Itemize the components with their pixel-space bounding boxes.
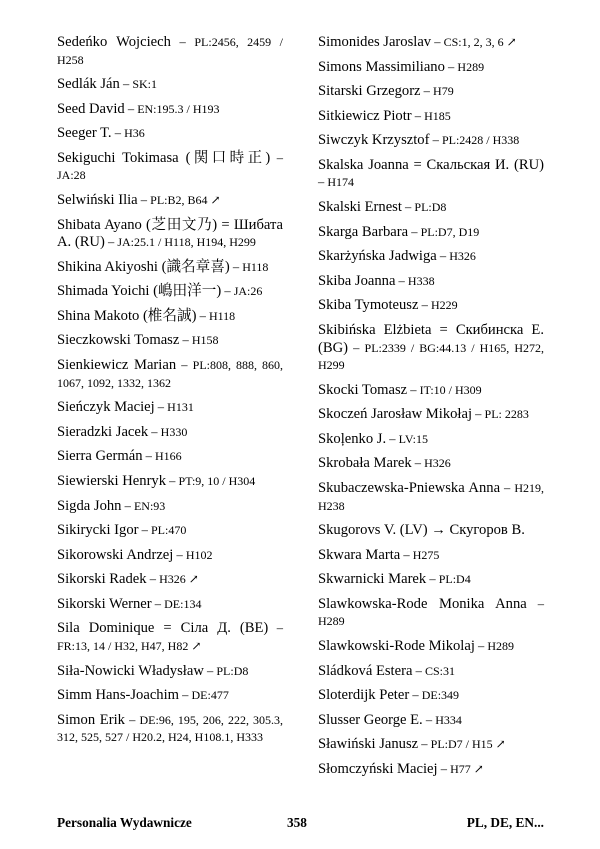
index-entry: [318, 522, 544, 540]
entry-name: Skiba Tymoteusz: [318, 297, 419, 314]
entry-separator: –: [526, 596, 544, 611]
entry-references: EN:93: [133, 498, 166, 513]
entry-name: Shina Makoto (椎名誠): [57, 307, 197, 324]
index-entry: [57, 522, 283, 540]
index-entry: [318, 687, 544, 705]
entry-name: Simonides Jaroslav: [318, 34, 432, 50]
entry-name: Sieczkowski Tomasz: [57, 332, 180, 349]
index-entry: [318, 273, 544, 291]
index-entry: [57, 620, 283, 655]
index-entry: [318, 761, 544, 779]
entry-name: Skwara Marta: [318, 546, 401, 563]
entry-separator: –: [318, 175, 328, 190]
entry-name: Siła-Nowicki Władysław: [57, 662, 204, 679]
index-entry: [57, 308, 283, 326]
index-entry: [318, 157, 544, 192]
index-entry: [318, 322, 544, 375]
entry-references: CS:1, 2, 3, 6 ↗: [443, 35, 517, 49]
entry-name: Shimada Yoichi (嶋田洋一): [57, 283, 222, 300]
entry-references: H166: [155, 449, 182, 464]
entry-references: H185: [424, 108, 451, 123]
index-entry: [318, 34, 544, 52]
entry-references: H102: [185, 547, 213, 562]
index-entry: [57, 663, 283, 681]
entry-separator: –: [412, 663, 425, 678]
entry-name: Skrobała Marek: [318, 455, 412, 472]
entry-separator: –: [148, 424, 161, 439]
index-entry: [318, 431, 544, 449]
entry-references: H158: [191, 333, 219, 348]
entry-references: H131: [167, 400, 194, 415]
index-entry: [57, 259, 283, 277]
index-entry: [57, 332, 283, 350]
entry-separator: –: [138, 523, 151, 538]
index-entry: [318, 83, 544, 101]
entry-name: Shibata Ayano (芝田文乃) = Шибата А. (RU): [57, 216, 283, 251]
index-entry: [57, 596, 283, 614]
entry-name: Sieradzki Jacek: [57, 423, 149, 440]
index-entry: [57, 357, 283, 392]
index-entry: [57, 150, 283, 185]
entry-separator: –: [429, 133, 442, 148]
index-entry: [57, 424, 283, 442]
index-entry: [57, 571, 283, 589]
entry-name: Sikirycki Igor: [57, 522, 139, 539]
entry-references: CS:31: [424, 663, 455, 678]
entry-name: Sierra Germán: [57, 448, 143, 465]
entry-name: Skwarnicki Marek: [318, 571, 427, 588]
index-entry: [318, 406, 544, 424]
entry-name: Skibińska Elżbieta = Скибинска Е. (BG): [318, 322, 544, 356]
entry-separator: –: [408, 224, 421, 239]
entry-name: Slusser George E.: [318, 711, 423, 728]
entry-name: Skalski Ernest: [318, 199, 402, 216]
entry-separator: –: [407, 382, 420, 397]
index-entry: [57, 687, 283, 705]
entry-separator: –: [137, 192, 151, 207]
entry-name: Simons Massimiliano: [318, 58, 445, 75]
entry-separator: –: [268, 621, 283, 636]
index-entry: [318, 596, 544, 631]
entry-references: H229: [430, 298, 458, 313]
index-entry: [57, 498, 283, 516]
entry-references: JA:28: [57, 168, 86, 183]
entry-references: LV:15: [398, 431, 428, 446]
entry-separator: –: [221, 284, 234, 299]
entry-references: DE:349: [421, 688, 460, 703]
index-entry: [318, 108, 544, 126]
entry-separator: –: [179, 688, 192, 703]
entry-name: Słomczyński Maciej: [318, 760, 438, 777]
entry-name: Sienkiewicz Marian: [57, 357, 177, 374]
entry-separator: –: [154, 400, 168, 415]
entry-separator: –: [411, 108, 425, 123]
entry-name: Sieńczyk Maciej: [57, 399, 155, 416]
entry-references: H77 ↗: [450, 761, 484, 776]
entry-references: EN:195.3 / H193: [137, 101, 220, 116]
index-entry: [57, 217, 283, 252]
footer-languages: PL, DE, EN...: [466, 815, 544, 830]
entry-references: H326 ↗: [159, 572, 199, 587]
entry-references: H326: [449, 249, 476, 264]
index-entry: [318, 547, 544, 565]
entry-references: DE:96, 195, 206, 222, 305.3, 312, 525, 527 / H20.2, H24, H108.1, H333: [57, 712, 283, 745]
entry-references: PL:2339 / BG:44.13 / H165, H272, H299: [318, 340, 545, 373]
entry-name: Skugorovs V. (LV) → Скугоров В.: [318, 522, 525, 539]
index-entry: [57, 34, 283, 69]
entry-separator: –: [111, 126, 125, 141]
entry-separator: –: [142, 449, 155, 464]
entry-separator: –: [170, 35, 195, 49]
entry-references: H330: [160, 424, 188, 439]
entry-separator: –: [474, 638, 488, 653]
entry-separator: –: [422, 712, 436, 727]
entry-references: PL: 2283: [484, 407, 529, 422]
entry-references: H289: [457, 59, 485, 74]
entry-references: H36: [124, 126, 145, 141]
entry-name: Skalska Joanna = Скальская И. (RU): [318, 156, 544, 173]
entry-separator: –: [426, 572, 439, 587]
entry-references: H118: [242, 259, 269, 274]
entry-name: Selwiński Ilia: [57, 191, 138, 208]
entry-references: JA:25.1 / H118, H194, H299: [117, 235, 256, 250]
index-entry: [318, 59, 544, 77]
entry-separator: –: [124, 101, 138, 116]
entry-separator: –: [176, 358, 193, 373]
entry-name: Shikina Akiyoshi (識名章喜): [57, 258, 230, 275]
entry-separator: –: [386, 431, 399, 446]
index-entry: [57, 399, 283, 417]
footer-page-number: 358: [287, 815, 307, 830]
entry-references: H79: [433, 84, 454, 99]
entry-separator: –: [409, 688, 422, 703]
index-entry: [57, 547, 283, 565]
entry-name: Sedlák Ján: [57, 76, 120, 93]
entry-separator: –: [401, 200, 415, 215]
entry-references: PL:2456, 2459 / H258: [57, 35, 284, 67]
entry-references: PL:B2, B64 ↗: [150, 192, 221, 207]
entry-name: Siewierski Henryk: [57, 472, 167, 489]
entry-references: PL:D7 / H15 ↗: [430, 737, 506, 752]
entry-separator: –: [420, 84, 434, 99]
entry-name: Sila Dominique = Сіла Д. (BE): [57, 620, 269, 637]
entry-separator: –: [444, 59, 458, 74]
index-entry: [57, 125, 283, 143]
entry-name: Seed David: [57, 100, 125, 117]
index-column-right: [318, 34, 544, 786]
index-entry: [318, 571, 544, 589]
entry-name: Skarga Barbara: [318, 223, 409, 240]
index-entry: [57, 101, 283, 119]
entry-separator: –: [229, 259, 243, 274]
entry-name: Siwczyk Krzysztof: [318, 132, 430, 149]
entry-separator: –: [104, 235, 118, 250]
entry-separator: –: [146, 572, 160, 587]
entry-name: Skocki Tomasz: [318, 381, 408, 398]
entry-references: PL:470: [150, 523, 187, 538]
entry-name: Sedeńko Wojciech: [57, 34, 171, 50]
entry-name: Simon Erik: [57, 711, 125, 728]
index-entry: [318, 382, 544, 400]
footer-publication-title: Personalia Wydawnicze: [57, 815, 192, 830]
index-entry: [318, 132, 544, 150]
entry-references: DE:477: [191, 688, 229, 703]
index-entry: [318, 455, 544, 473]
index-entry: [57, 192, 283, 210]
index-entry: [57, 712, 283, 747]
entry-references: H219, H238: [318, 481, 544, 513]
entry-separator: –: [418, 298, 431, 313]
entry-references: H174: [327, 175, 355, 190]
entry-separator: –: [119, 77, 133, 92]
entry-name: Sládková Estera: [318, 662, 413, 679]
entry-name: Sigda John: [57, 497, 122, 514]
entry-name: Sławiński Janusz: [318, 736, 419, 753]
entry-references: H334: [435, 712, 462, 727]
index-entry: [57, 473, 283, 491]
entry-references: H275: [412, 547, 440, 562]
entry-separator: –: [179, 333, 192, 348]
index-entry: [318, 712, 544, 730]
entry-name: Sitkiewicz Piotr: [318, 107, 412, 124]
index-entry: [318, 199, 544, 217]
entry-name: Simm Hans-Joachim: [57, 687, 180, 704]
entry-references: DE:134: [164, 596, 202, 611]
entry-name: Sekiguchi Tokimasa (関口時正): [57, 149, 271, 166]
entry-references: PL:D7, D19: [420, 224, 480, 239]
entry-references: IT:10 / H309: [419, 382, 482, 397]
index-entry: [318, 224, 544, 242]
entry-name: Skubaczewska-Pniewska Anna: [318, 480, 501, 496]
entry-references: JA:26: [233, 284, 263, 299]
entry-references: H326: [424, 456, 451, 471]
entry-name: Sitarski Grzegorz: [318, 83, 421, 100]
entry-separator: –: [166, 473, 179, 488]
entry-name: Skiba Joanna: [318, 272, 396, 289]
index-entry: [318, 663, 544, 681]
entry-separator: –: [270, 150, 283, 165]
index-entry: [318, 638, 544, 656]
entry-references: FR:13, 14 / H32, H47, H82 ↗: [57, 638, 202, 653]
entry-separator: –: [348, 340, 365, 355]
entry-name: Skoļenko J.: [318, 430, 387, 447]
index-entry: [318, 736, 544, 754]
index-column-left: [57, 34, 283, 754]
index-entry: [57, 283, 283, 301]
index-entry: [318, 297, 544, 315]
entry-name: Slawkowska-Rode Monika Anna: [318, 595, 527, 612]
entry-name: Seeger T.: [57, 125, 112, 142]
entry-name: Sikorowski Andrzej: [57, 546, 174, 563]
entry-references: PL:D8: [414, 200, 447, 215]
entry-separator: –: [196, 308, 209, 323]
entry-name: Skarżyńska Jadwiga: [318, 248, 437, 265]
entry-references: PL:2428 / H338: [441, 133, 520, 148]
entry-separator: –: [151, 596, 165, 611]
entry-references: PL:808, 888, 860, 1067, 1092, 1332, 1362: [57, 358, 283, 390]
entry-separator: –: [395, 273, 408, 288]
entry-separator: –: [121, 498, 134, 513]
index-entry: [318, 480, 544, 515]
entry-references: H338: [407, 273, 435, 288]
entry-separator: –: [500, 481, 515, 495]
entry-separator: –: [437, 761, 451, 776]
entry-separator: –: [124, 712, 140, 727]
index-entry: [57, 76, 283, 94]
entry-references: PL:D4: [438, 572, 471, 587]
entry-name: Sikorski Radek: [57, 571, 147, 588]
entry-references: H289: [487, 638, 515, 653]
entry-name: Sloterdijk Peter: [318, 687, 410, 704]
index-entry: [57, 448, 283, 466]
entry-name: Skoczeń Jarosław Mikołaj: [318, 406, 473, 423]
entry-separator: –: [418, 737, 431, 752]
entry-references: H289: [318, 614, 345, 629]
entry-separator: –: [400, 547, 413, 562]
entry-separator: –: [411, 456, 425, 471]
entry-name: Sikorski Werner: [57, 595, 152, 612]
entry-name: Slawkowski-Rode Mikolaj: [318, 637, 475, 654]
entry-separator: –: [203, 663, 217, 678]
entry-separator: –: [436, 249, 450, 264]
entry-references: SK:1: [132, 77, 158, 92]
index-entry: [318, 248, 544, 266]
entry-references: H118: [208, 308, 236, 323]
entry-separator: –: [431, 35, 444, 49]
entry-separator: –: [472, 407, 485, 422]
entry-references: PT:9, 10 / H304: [178, 473, 256, 488]
entry-separator: –: [173, 547, 186, 562]
entry-references: PL:D8: [216, 663, 249, 678]
